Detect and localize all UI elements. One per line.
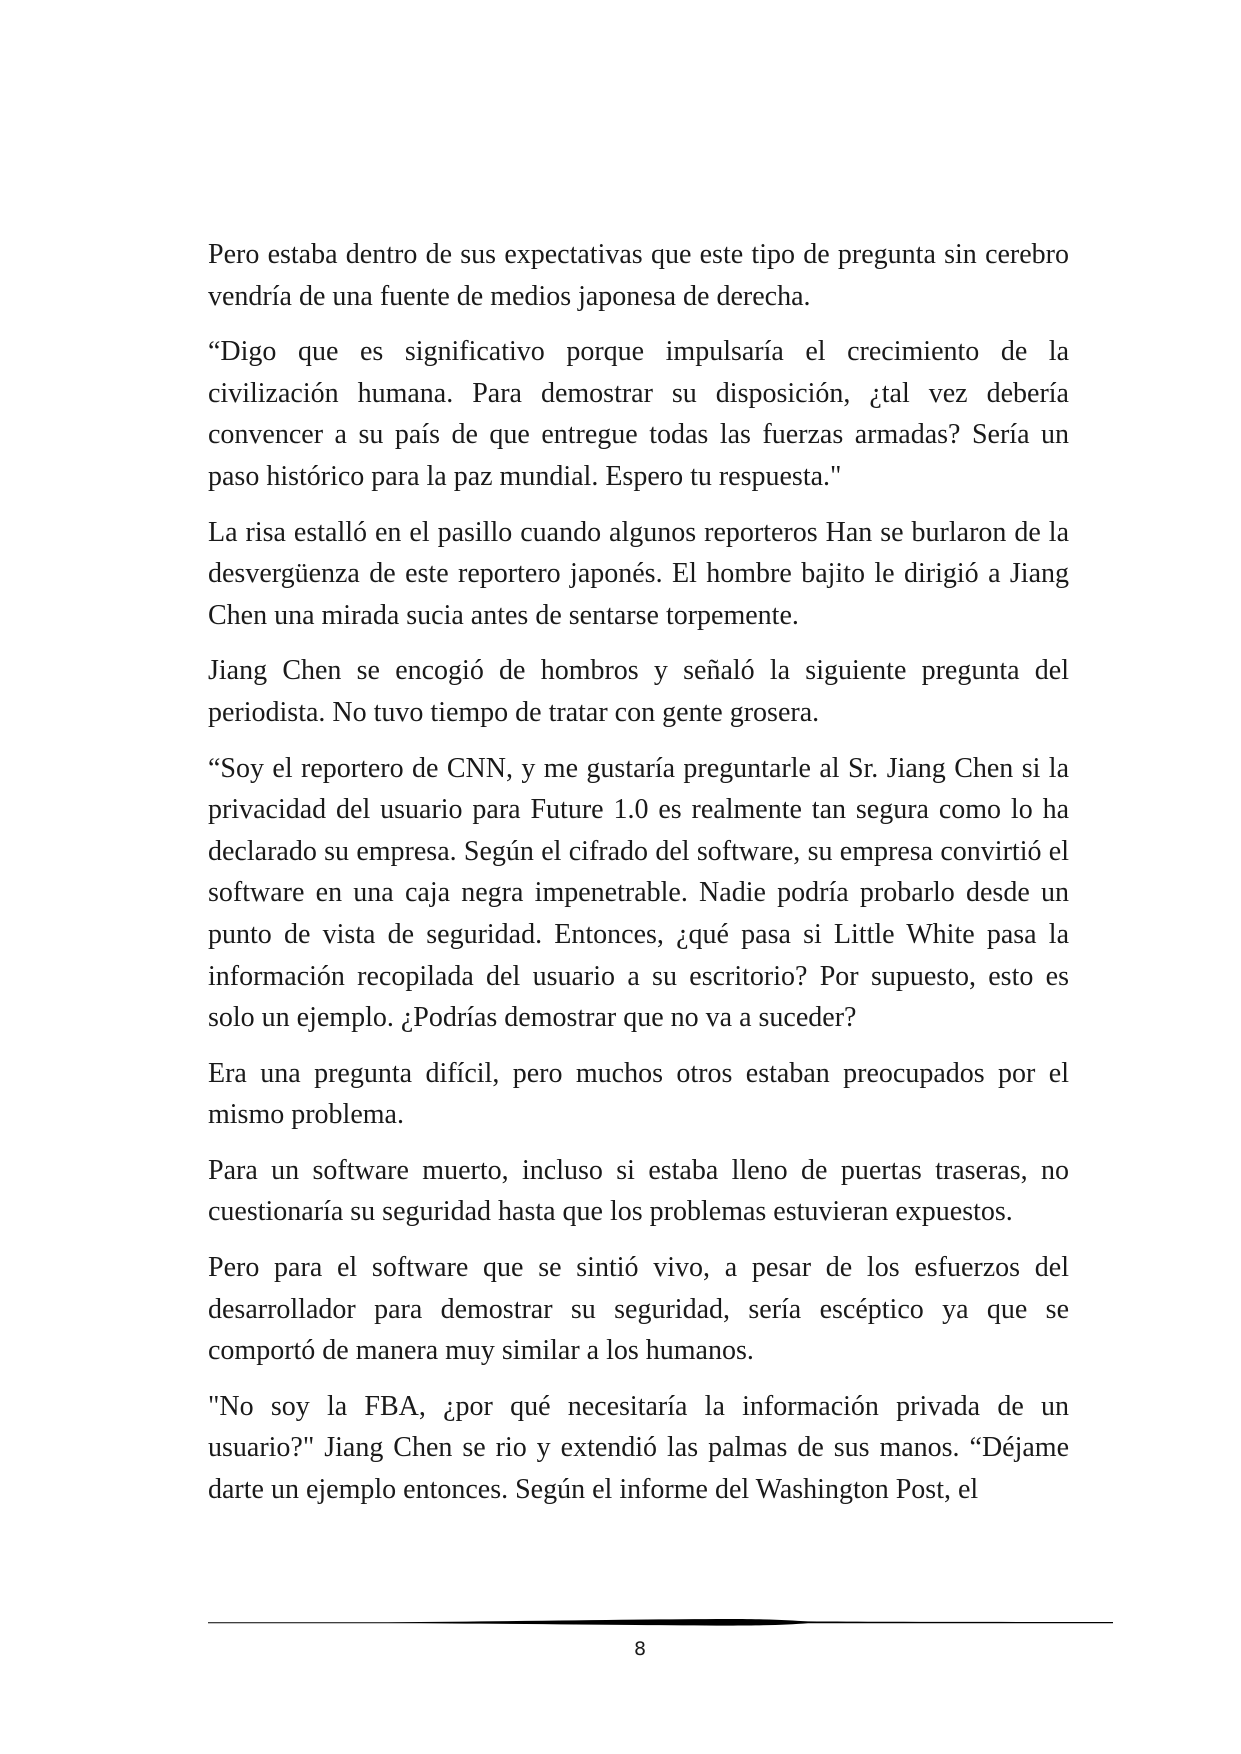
paragraph-3: La risa estalló en el pasillo cuando algunos reporteros Han se burlaron de la desvergüenza de este reportero japonés. El hombre bajito le dirigió a Jiang Chen una mirada sucia antes de sentarse torpemente. xyxy=(208,516,1069,631)
paragraph-5: “Soy el reportero de CNN, y me gustaría preguntarle al Sr. Jiang Chen si la privacidad del usuario para Future 1.0 es realmente tan segura como lo ha declarado su empresa. Según el cifrado del software, su empresa convirtió el software en una caja negra impenetrable. Nadie podría probarlo desde un punto de vista de seguridad. Entonces, ¿qué pasa si Little White pasa la información recopilada del usuario a su escritorio? Por supuesto, esto es solo un ejemplo. ¿Podrías demostrar que no va a suceder? xyxy=(208,752,1069,1034)
paragraph-9: "No soy la FBA, ¿por qué necesitaría la información privada de un usuario?" Jiang Chen se rio y extendió las palmas de sus manos. “Déjame darte un ejemplo entonces. Según el informe del Washington Post, el xyxy=(208,1390,1069,1506)
body-text xyxy=(208,234,1069,1525)
paragraph-4: Jiang Chen se encogió de hombros y señaló la siguiente pregunta del periodista. No tuvo tiempo de tratar con gente grosera. xyxy=(208,655,1069,728)
footer-rule xyxy=(208,1616,1113,1630)
page-number: 8 xyxy=(633,1638,647,1660)
footer-rule-swash xyxy=(208,1619,1113,1626)
paragraph-7: Para un software muerto, incluso si estaba lleno de puertas traseras, no cuestionaría su seguridad hasta que los problemas estuvieran expuestos. xyxy=(208,1154,1069,1228)
paragraph-8: Pero para el software que se sintió vivo, a pesar de los esfuerzos del desarrollador para demostrar su seguridad, sería escéptico ya que se comportó de manera muy similar a los humanos. xyxy=(208,1252,1069,1367)
paragraph-2: “Digo que es significativo porque impulsaría el crecimiento de la civilización humana. Para demostrar su disposición, ¿tal vez debería convencer a su país de que entregue todas las fuerzas armadas? Sería un paso histórico para la paz mundial. Espero tu respuesta." xyxy=(208,336,1069,492)
paragraph-6: Era una pregunta difícil, pero muchos otros estaban preocupados por el mismo problema. xyxy=(208,1057,1069,1131)
paragraph-1: Pero estaba dentro de sus expectativas que este tipo de pregunta sin cerebro vendría de una fuente de medios japonesa de derecha. xyxy=(208,239,1069,312)
